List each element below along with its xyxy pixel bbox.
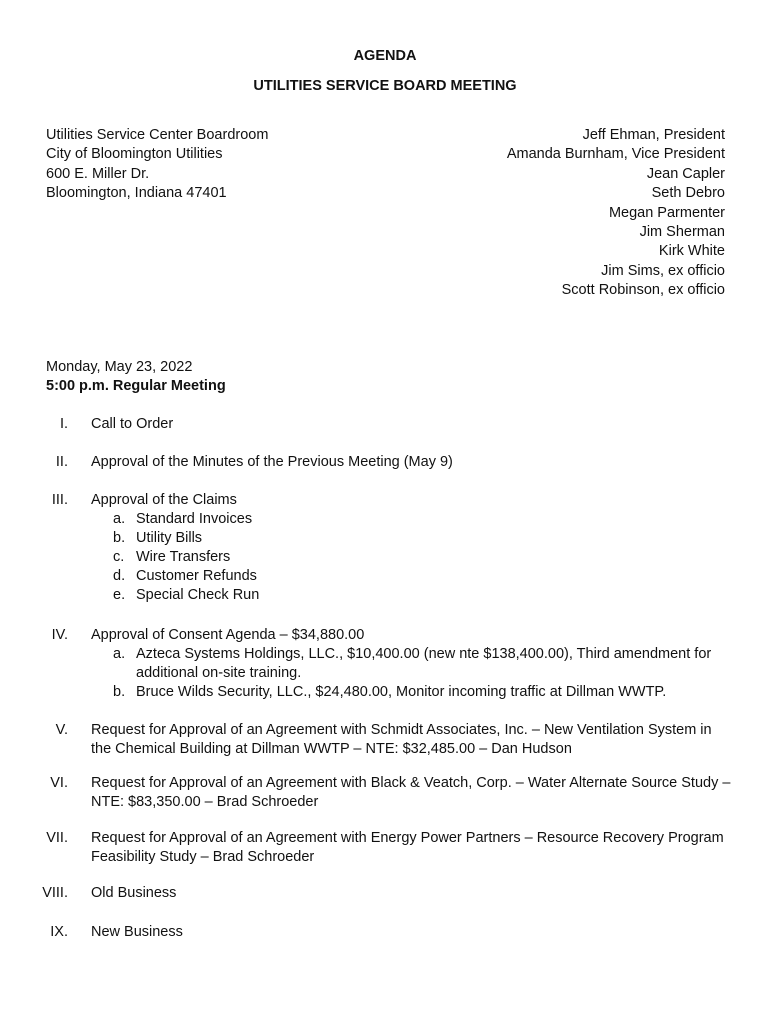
item-text: Call to Order <box>91 416 174 432</box>
board-member: Scott Robinson, ex officio <box>561 282 725 299</box>
sub-item <box>91 510 731 529</box>
sub-item <box>91 567 731 586</box>
sub-text: Azteca Systems Holdings, LLC., $10,400.00 (new nte $138,400.00), Third amendment for additional on-site training. <box>136 646 712 681</box>
board-member: Megan Parmenter <box>608 204 725 221</box>
sub-item <box>91 586 731 605</box>
sub-letter: a. <box>113 646 126 662</box>
item-number: V. <box>55 722 68 738</box>
item-number: III. <box>51 492 68 508</box>
item-text: Request for Approval of an Agreement with Schmidt Associates, Inc. – New Ventilation System in the Chemical Building at Dillman WWTP – NTE: $32,485.00 – Dan Hudson <box>91 722 712 757</box>
item-text: Approval of the Claims <box>91 492 237 508</box>
board-members <box>507 126 725 301</box>
sub-item <box>91 645 731 683</box>
board-member: Amanda Burnham, Vice President <box>506 146 725 163</box>
address-line: Bloomington, Indiana 47401 <box>46 185 227 202</box>
sub-text: Wire Transfers <box>136 549 231 565</box>
sub-item <box>91 548 731 567</box>
sub-text: Standard Invoices <box>136 511 253 527</box>
sub-item <box>91 529 731 548</box>
sub-text: Customer Refunds <box>136 568 257 584</box>
sub-text: Bruce Wilds Security, LLC., $24,480.00, Monitor incoming traffic at Dillman WWTP. <box>136 684 667 700</box>
item-number: VI. <box>50 775 68 791</box>
address-line: Utilities Service Center Boardroom <box>46 127 269 143</box>
sub-letter: b. <box>113 684 126 700</box>
sub-letter: b. <box>113 530 126 546</box>
item-text: Approval of the Minutes of the Previous Meeting (May 9) <box>91 454 453 470</box>
address-line: City of Bloomington Utilities <box>46 146 223 163</box>
address-block <box>46 126 268 204</box>
board-member: Jeff Ehman, President <box>582 127 725 143</box>
item-text: Request for Approval of an Agreement with Energy Power Partners – Resource Recovery Program Feasibility Study – Brad Schroeder <box>91 830 724 865</box>
meeting-title: UTILITIES SERVICE BOARD MEETING <box>253 78 517 94</box>
sub-text: Utility Bills <box>136 530 203 546</box>
item-number: VIII. <box>42 885 68 901</box>
board-member: Seth Debro <box>651 185 725 202</box>
address-line: 600 E. Miller Dr. <box>46 165 150 182</box>
sub-letter: c. <box>113 549 125 565</box>
meeting-info <box>46 358 226 397</box>
board-member: Kirk White <box>658 243 725 260</box>
item-number: I. <box>59 416 68 432</box>
item-text: Request for Approval of an Agreement with Black & Veatch, Corp. – Water Alternate Source Study – NTE: $83,350.00 – Brad Schroeder <box>91 775 731 810</box>
board-member: Jim Sherman <box>639 224 725 241</box>
sub-letter: e. <box>113 587 126 603</box>
item-text: Approval of Consent Agenda – $34,880.00 <box>91 627 365 643</box>
item-text: New Business <box>91 924 183 940</box>
item-number: IV. <box>51 627 68 643</box>
item-text: Old Business <box>91 885 177 901</box>
item-number: VII. <box>46 830 68 846</box>
item-number: II. <box>55 454 68 470</box>
agenda-title: AGENDA <box>353 48 417 64</box>
sub-item <box>91 683 731 702</box>
item-number: IX. <box>50 924 68 940</box>
sub-letter: a. <box>113 511 126 527</box>
sub-letter: d. <box>113 568 126 584</box>
sub-text: Special Check Run <box>136 587 260 603</box>
meeting-date: Monday, May 23, 2022 <box>46 359 193 375</box>
meeting-time: 5:00 p.m. Regular Meeting <box>46 378 226 395</box>
board-member: Jean Capler <box>646 165 725 182</box>
board-member: Jim Sims, ex officio <box>601 262 725 279</box>
